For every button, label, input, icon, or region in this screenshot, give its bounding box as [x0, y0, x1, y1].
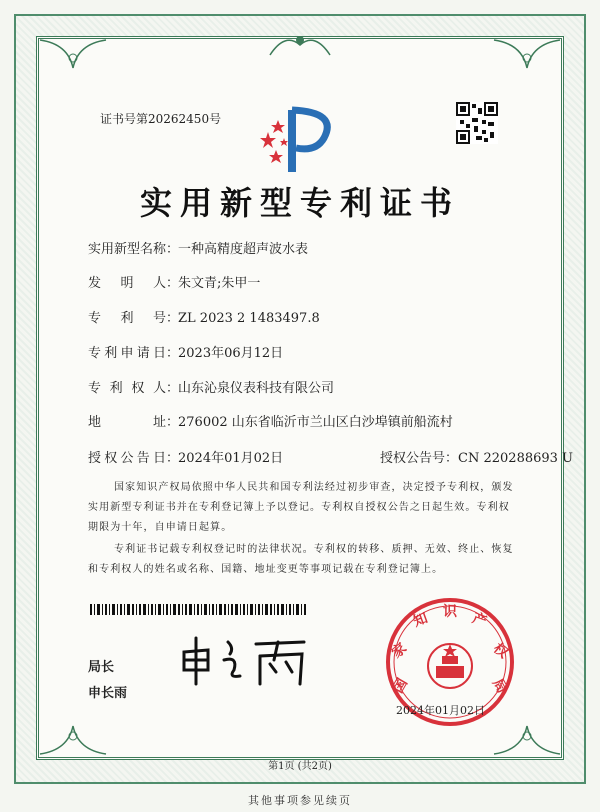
svg-text:权: 权 [490, 640, 512, 662]
field-patent-number: 专利号：ZL 2023 2 1483497.8 [88, 307, 320, 326]
field-utility-model-name: 实用新型名称：一种高精度超声波水表 [88, 238, 308, 257]
field-inventor: 发明人：朱文青;朱甲一 [88, 272, 260, 291]
field-label: 专利号 [88, 311, 166, 326]
page-info: 第1页 (共2页) [268, 761, 332, 772]
seal-date: 2024年01月02日 [396, 704, 485, 717]
corner-ornament-icon [38, 38, 108, 78]
field-label: 授权公告日 [88, 451, 166, 466]
field-label: 授权公告号 [380, 451, 446, 466]
field-value: 276002 山东省临沂市兰山区白沙埠镇前船流村 [178, 415, 453, 430]
corner-ornament-icon [492, 38, 562, 78]
svg-text:产: 产 [470, 610, 489, 631]
field-value: ZL 2023 2 1483497.8 [178, 311, 320, 326]
field-label: 专利权人 [88, 381, 166, 396]
field-value: 朱文青;朱甲一 [178, 276, 261, 291]
svg-text:国: 国 [390, 675, 411, 697]
bottom-note: 其他事项参见续页 [248, 794, 352, 807]
field-value: CN 220288693 U [458, 451, 574, 466]
signatory-role: 局长 [88, 660, 115, 675]
field-label: 地址 [88, 415, 166, 430]
field-application-date: 专利申请日：2023年06月12日 [88, 342, 283, 361]
statement-paragraph: 国家知识产权局依照中华人民共和国专利法经过初步审查，决定授予专利权，颁发实用新型专利证书并在专利登记簿上予以登记。专利权自授权公告之日起生效。专利权期限为十年，自申请日起算。 [88, 482, 514, 533]
field-publication-number: 授权公告号：CN 220288693 U [380, 451, 574, 466]
svg-text:识: 识 [443, 604, 457, 620]
corner-ornament-icon [38, 716, 108, 756]
svg-text:局: 局 [489, 675, 510, 697]
statement-paragraph: 专利证书记载专利权登记时的法律状况。专利权的转移、质押、无效、终止、恢复和专利权人的姓名或名称、国籍、地址变更等事项记载在专利登记簿上。 [88, 544, 514, 575]
field-patentee: 专利权人：山东沁泉仪表科技有限公司 [88, 377, 334, 396]
field-label: 专利申请日 [88, 346, 166, 361]
field-address: 地址：276002 山东省临沂市兰山区白沙埠镇前船流村 [88, 411, 453, 430]
field-value: 一种高精度超声波水表 [178, 242, 309, 257]
svg-text:家: 家 [388, 640, 410, 662]
certificate-title: 实用新型专利证书 [139, 184, 460, 222]
handwritten-signature-icon [178, 630, 310, 688]
signatory-name: 申长雨 [88, 686, 128, 701]
certificate-number: 证书号第20262450号 [100, 112, 222, 126]
barcode-icon [90, 604, 306, 615]
top-ornament-icon [265, 30, 335, 60]
field-label: 实用新型名称 [88, 242, 167, 257]
field-label: 发明人 [88, 276, 166, 291]
cnipa-logo-icon [258, 102, 340, 178]
field-value: 山东沁泉仪表科技有限公司 [178, 381, 335, 396]
svg-text:知: 知 [411, 610, 430, 631]
qr-code-icon [456, 102, 498, 144]
field-grant-date: 授权公告日：2024年01月02日 [88, 447, 283, 466]
field-value: 2024年01月02日 [178, 451, 284, 466]
field-value: 2023年06月12日 [178, 346, 284, 361]
